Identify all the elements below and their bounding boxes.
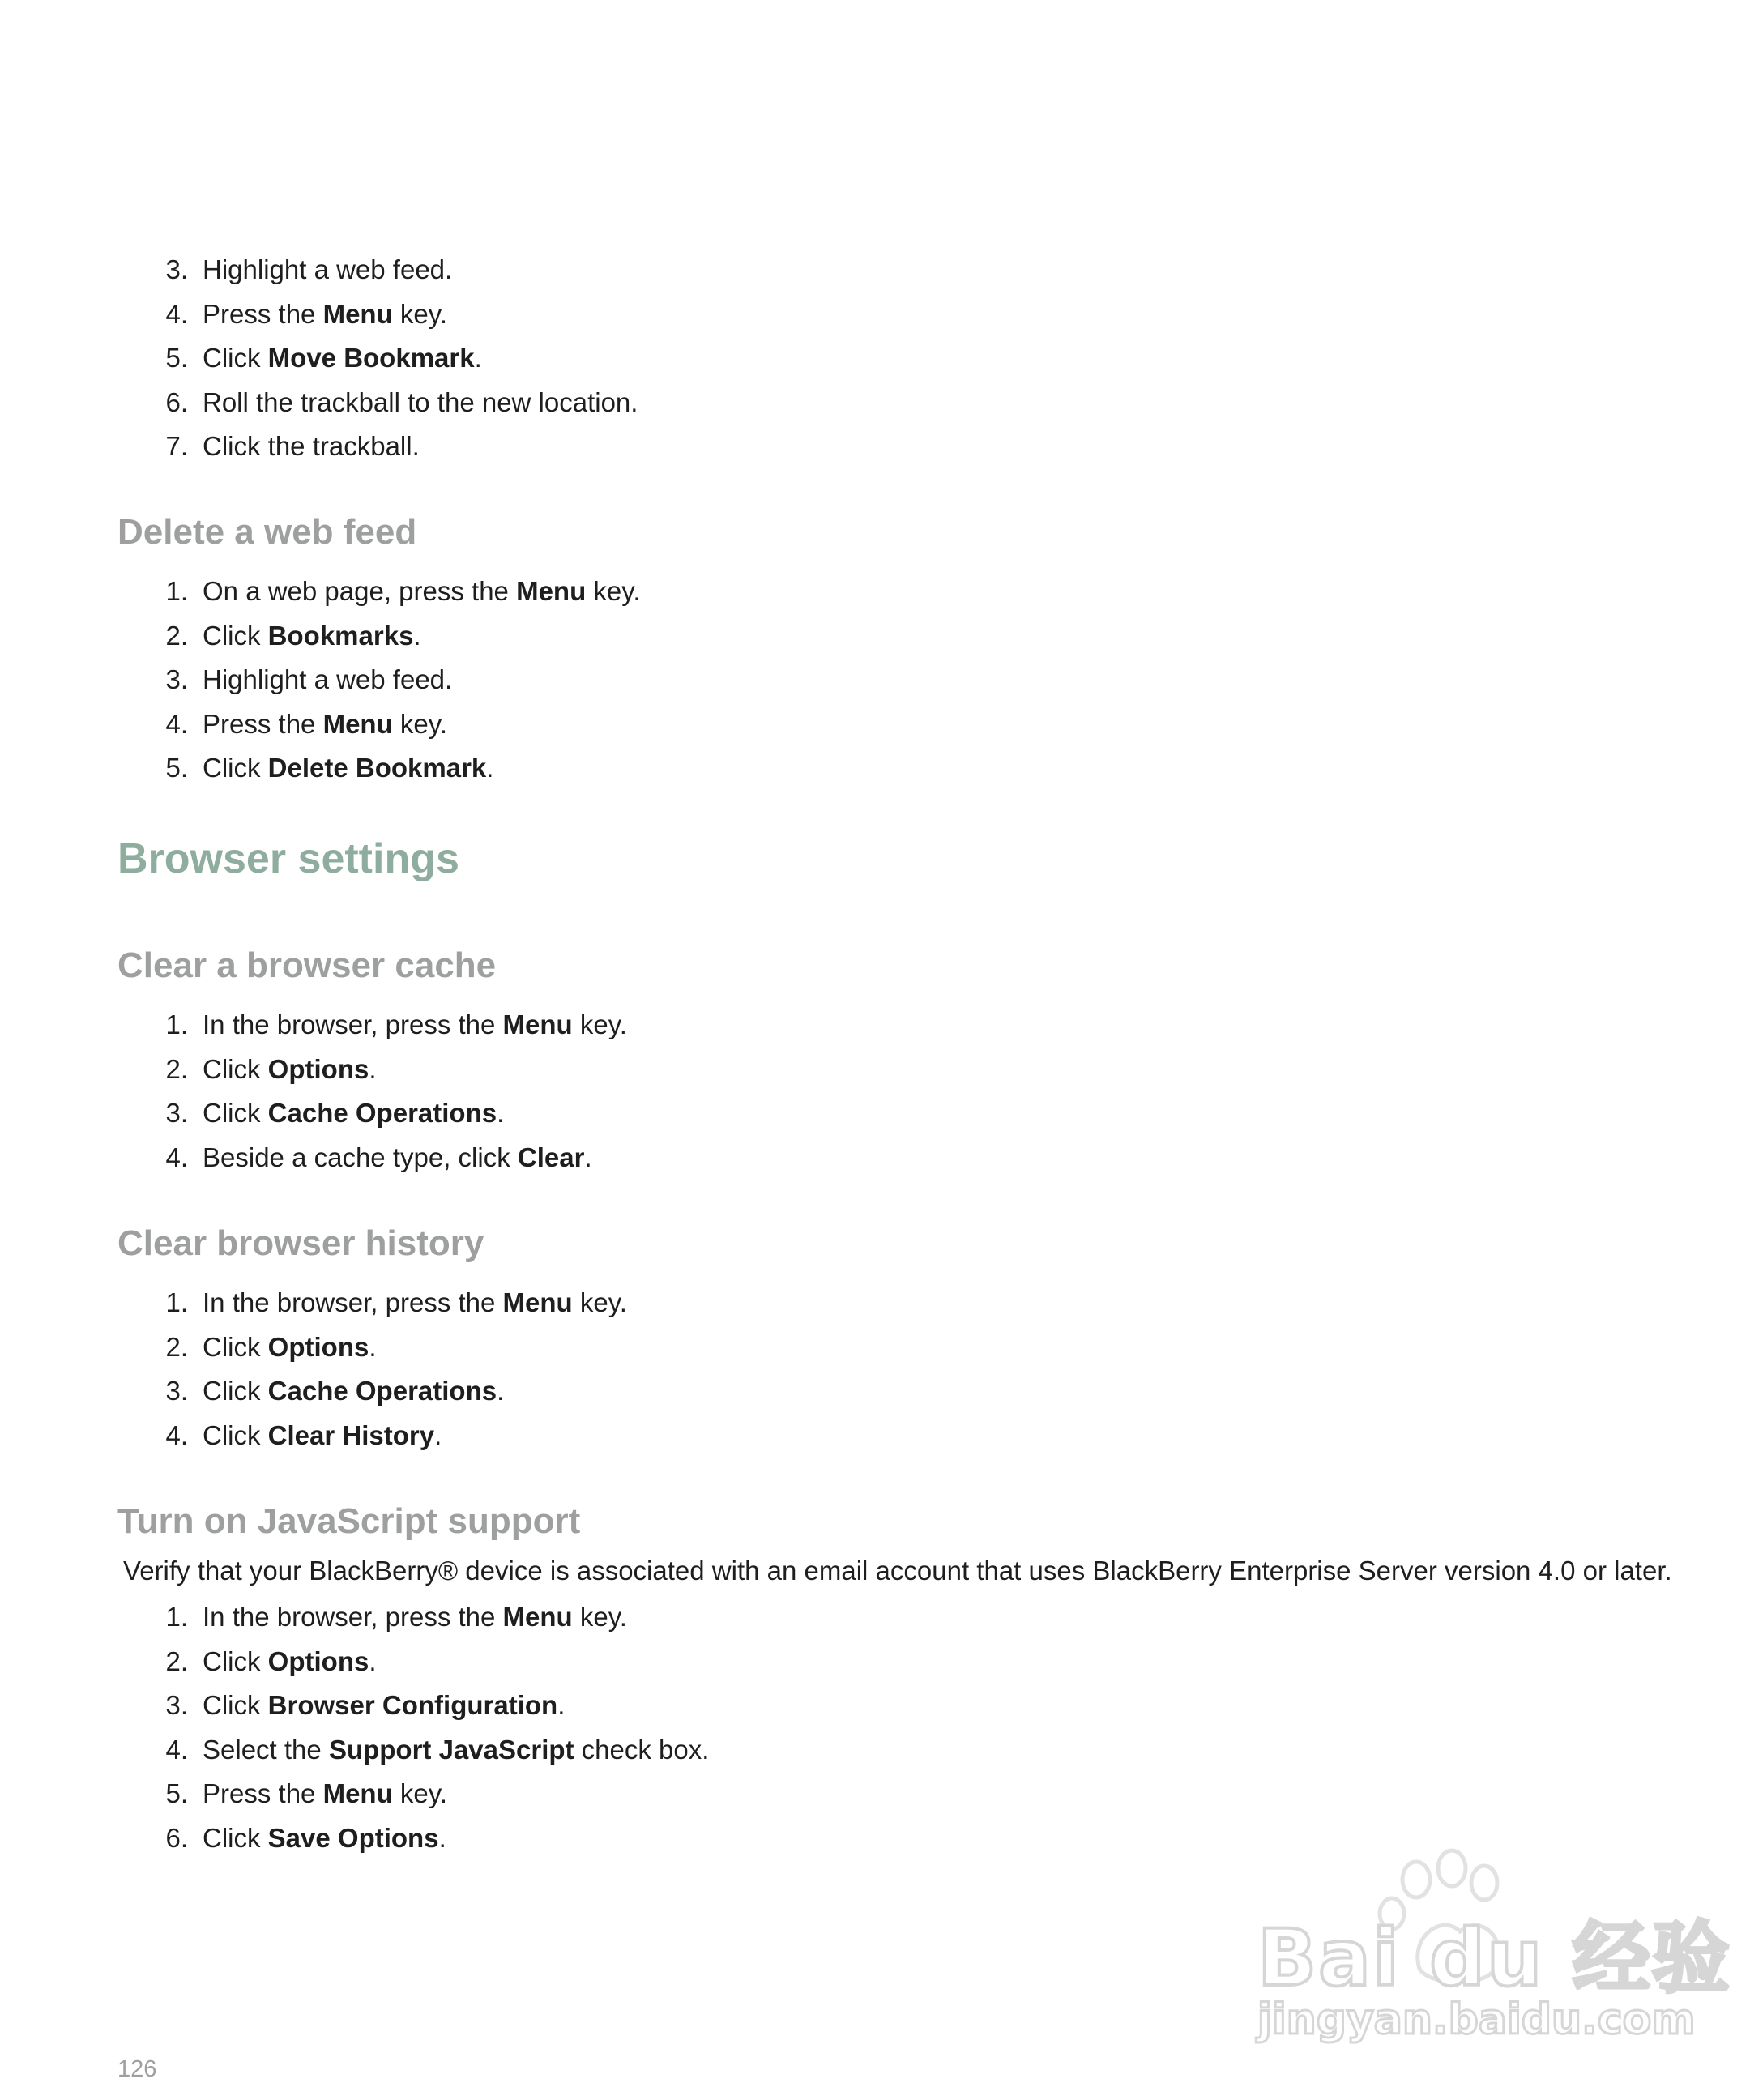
- step-text: [203, 1048, 377, 1092]
- step-text: [203, 570, 641, 614]
- step-text-segment: key.: [392, 1778, 447, 1808]
- step-text: [203, 1816, 446, 1861]
- step-text: [203, 248, 452, 292]
- step-text-segment: On a web page, press the: [203, 576, 517, 606]
- step-text-segment: Click: [203, 620, 268, 651]
- step-text-segment: check box.: [574, 1734, 710, 1765]
- ui-term: Options: [267, 1645, 369, 1676]
- browser-settings-heading: Browser settings: [117, 835, 459, 882]
- step-text-segment: key.: [572, 1009, 627, 1039]
- step-number: 1.: [165, 576, 188, 606]
- step-text: [203, 1595, 627, 1640]
- step-text-segment: .: [497, 1376, 505, 1406]
- step-text-segment: Press the: [203, 708, 323, 739]
- step-text: [203, 292, 447, 337]
- step-number: 7.: [165, 431, 188, 461]
- step-text: [203, 1091, 504, 1136]
- step-number: 1.: [165, 1009, 188, 1039]
- step-text-segment: .: [486, 753, 494, 783]
- step-text-segment: In the browser, press the: [203, 1287, 503, 1317]
- step-text: [203, 1369, 504, 1414]
- ui-term: Clear History: [267, 1419, 435, 1450]
- step-number: 1.: [165, 1287, 188, 1317]
- ui-term: Menu: [322, 298, 393, 329]
- step-text-segment: Roll the trackball to the new location.: [203, 386, 638, 417]
- ui-term: Menu: [502, 1602, 573, 1632]
- step-number: 4.: [165, 298, 188, 329]
- step-text: [203, 1414, 442, 1458]
- step-text-segment: .: [369, 1645, 377, 1676]
- step-text-segment: key.: [586, 576, 641, 606]
- step-number: 2.: [165, 620, 188, 651]
- step-text-segment: Press the: [203, 298, 323, 329]
- ui-term: Support JavaScript: [328, 1734, 574, 1765]
- delete-feed-heading: Delete a web feed: [117, 512, 417, 552]
- step-text-segment: Click: [203, 1690, 268, 1720]
- ui-term: Menu: [322, 1778, 393, 1808]
- step-number: 1.: [165, 1602, 188, 1632]
- step-text-segment: .: [584, 1142, 592, 1172]
- step-number: 5.: [165, 1778, 188, 1808]
- ui-term: Cache Operations: [267, 1098, 497, 1128]
- step-text: [203, 1640, 377, 1684]
- step-number: 4.: [165, 1142, 188, 1172]
- step-text-segment: .: [369, 1053, 377, 1084]
- step-number: 2.: [165, 1053, 188, 1084]
- step-number: 3.: [165, 1098, 188, 1128]
- step-text: [203, 614, 421, 659]
- ui-term: Options: [267, 1331, 369, 1362]
- ui-term: Save Options: [267, 1822, 439, 1853]
- step-text-segment: .: [369, 1331, 377, 1362]
- ui-term: Delete Bookmark: [267, 753, 487, 783]
- ui-term: Menu: [502, 1009, 573, 1039]
- step-number: 3.: [165, 1376, 188, 1406]
- step-text-segment: Click: [203, 1645, 268, 1676]
- step-text-segment: Highlight a web feed.: [203, 254, 453, 284]
- ui-term: Menu: [502, 1287, 573, 1317]
- step-text-segment: .: [413, 620, 421, 651]
- step-text-segment: key.: [392, 298, 447, 329]
- step-text-segment: Click: [203, 343, 268, 373]
- step-text: [203, 381, 638, 425]
- step-text-segment: .: [497, 1098, 505, 1128]
- step-number: 2.: [165, 1645, 188, 1676]
- step-text-segment: Beside a cache type, click: [203, 1142, 518, 1172]
- step-number: 5.: [165, 343, 188, 373]
- javascript-prerequisite: Verify that your BlackBerry® device is associated with an email account that uses BlackBerry Enterprise Server version 4.0 or later.: [123, 1556, 1672, 1586]
- step-number: 4.: [165, 1734, 188, 1765]
- ui-term: Options: [267, 1053, 369, 1084]
- step-number: 4.: [165, 1419, 188, 1450]
- step-text-segment: Click: [203, 1822, 268, 1853]
- step-text: [203, 1728, 709, 1773]
- step-number: 6.: [165, 1822, 188, 1853]
- step-text-segment: Click the trackball.: [203, 431, 420, 461]
- step-text-segment: Click: [203, 1053, 268, 1084]
- ui-term: Browser Configuration: [267, 1690, 558, 1720]
- watermark-url: jingyan.baidu.com: [1257, 1995, 1696, 2044]
- step-text: [203, 1281, 627, 1325]
- step-text-segment: key.: [392, 708, 447, 739]
- ui-term: Move Bookmark: [267, 343, 475, 373]
- step-text-segment: key.: [572, 1287, 627, 1317]
- ui-term: Menu: [516, 576, 587, 606]
- step-number: 5.: [165, 753, 188, 783]
- step-number: 6.: [165, 386, 188, 417]
- step-number: 3.: [165, 1690, 188, 1720]
- step-text: [203, 746, 493, 791]
- step-text-segment: In the browser, press the: [203, 1602, 503, 1632]
- step-text-segment: .: [557, 1690, 566, 1720]
- javascript-heading: Turn on JavaScript support: [117, 1501, 581, 1541]
- step-number: 4.: [165, 708, 188, 739]
- ui-term: Bookmarks: [267, 620, 414, 651]
- step-text-segment: Select the: [203, 1734, 329, 1765]
- baidu-watermark: [1248, 1847, 1731, 2044]
- clear-history-heading: Clear browser history: [117, 1223, 484, 1263]
- ui-term: Cache Operations: [267, 1376, 497, 1406]
- step-text-segment: Highlight a web feed.: [203, 664, 453, 694]
- step-text-segment: Click: [203, 1419, 268, 1450]
- step-text-segment: Click: [203, 753, 268, 783]
- step-text: [203, 1684, 565, 1728]
- ui-term: Clear: [517, 1142, 585, 1172]
- ui-term: Menu: [322, 708, 393, 739]
- step-text: [203, 1325, 377, 1370]
- step-text-segment: .: [474, 343, 482, 373]
- step-text: [203, 425, 420, 469]
- step-number: 3.: [165, 664, 188, 694]
- step-text-segment: key.: [572, 1602, 627, 1632]
- step-text-segment: Click: [203, 1376, 268, 1406]
- step-text: [203, 1772, 447, 1816]
- step-number: 2.: [165, 1331, 188, 1362]
- step-number: 3.: [165, 254, 188, 284]
- clear-cache-heading: Clear a browser cache: [117, 945, 497, 985]
- step-text-segment: Press the: [203, 1778, 323, 1808]
- step-text: [203, 336, 482, 381]
- step-text-segment: Click: [203, 1098, 268, 1128]
- watermark-brand: Bai du 经验: [1257, 1913, 1731, 2004]
- step-text-segment: .: [434, 1419, 442, 1450]
- step-text-segment: .: [438, 1822, 446, 1853]
- step-text-segment: In the browser, press the: [203, 1009, 503, 1039]
- step-text: [203, 702, 447, 747]
- page-number: 126: [117, 2056, 157, 2082]
- step-text: [203, 1136, 592, 1180]
- step-text: [203, 1003, 627, 1048]
- step-text-segment: Click: [203, 1331, 268, 1362]
- step-text: [203, 658, 452, 702]
